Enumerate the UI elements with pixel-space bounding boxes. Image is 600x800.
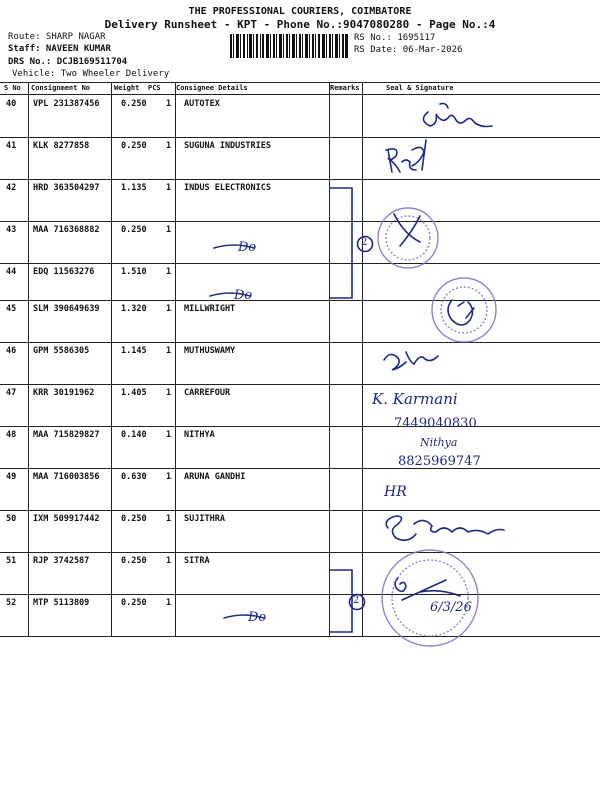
pcs: 1: [166, 304, 172, 314]
weight: 1.145: [121, 346, 147, 356]
consignment-no: EDQ 11563276: [33, 267, 95, 277]
pcs: 1: [166, 267, 172, 277]
col-consignee: Consignee Details: [176, 84, 248, 92]
weight: 1.320: [121, 304, 147, 314]
consignment-no: GPM 5586305: [33, 346, 90, 356]
rs-number: RS No.: 1695117: [354, 33, 436, 43]
signature-row-45: [448, 300, 474, 325]
weight: 0.140: [121, 430, 147, 440]
consignee: MUTHUSWAMY: [184, 346, 236, 356]
sno: 51: [6, 556, 17, 566]
consignee: SUGUNA INDUSTRIES: [184, 141, 271, 151]
pcs: 1: [166, 556, 172, 566]
pcs: 1: [166, 388, 172, 398]
col-remarks: Remarks: [330, 84, 360, 92]
consignee: CARREFOUR: [184, 388, 231, 398]
consignee: SUJITHRA: [184, 514, 225, 524]
sno: 41: [6, 141, 17, 151]
weight: 0.250: [121, 598, 147, 608]
consignment-no: VPL 231387456: [33, 99, 100, 109]
consignee: INDUS ELECTRONICS: [184, 183, 271, 193]
pcs: 1: [166, 225, 172, 235]
rs-date: RS Date: 06-Mar-2026: [354, 45, 463, 55]
stamp-row-51: [382, 550, 478, 646]
ditto-text-52: Do: [248, 610, 267, 625]
receiver-name-47: K. Karmani: [372, 390, 458, 408]
receiver-phone-48: 8825969747: [398, 454, 481, 469]
stamp-row-43: [378, 208, 438, 268]
signature-row-41: [386, 140, 426, 172]
col-weight: Weight: [114, 84, 140, 92]
bracket-51-52: [330, 570, 352, 632]
consignment-no: MTP 5113809: [33, 598, 90, 608]
weight: 1.510: [121, 267, 147, 277]
consignment-no: RJP 3742587: [33, 556, 90, 566]
signature-row-46: [384, 352, 438, 370]
stamp-date: 6/3/26: [430, 600, 472, 615]
consignment-no: IXM 509917442: [33, 514, 100, 524]
stamp-row-45: [432, 278, 496, 342]
sno: 50: [6, 514, 17, 524]
sno: 48: [6, 430, 17, 440]
sno: 46: [6, 346, 17, 356]
sno: 43: [6, 225, 17, 235]
drs-number: DRS No.: DCJB169511704: [8, 57, 128, 67]
col-sno: S No: [4, 84, 21, 92]
signature-row-51: [395, 578, 460, 600]
consignee: MILLWRIGHT: [184, 304, 236, 314]
pcs: 1: [166, 598, 172, 608]
pcs: 1: [166, 514, 172, 524]
vehicle: Vehicle: Two Wheeler Delivery: [12, 69, 170, 79]
sno: 47: [6, 388, 17, 398]
consignment-no: KLK 8277858: [33, 141, 90, 151]
pcs: 1: [166, 141, 172, 151]
pcs: 1: [166, 472, 172, 482]
consignee: SITRA: [184, 556, 210, 566]
col-pcs: PCS: [148, 84, 161, 92]
receiver-phone-47: 7449040830: [394, 416, 477, 431]
ditto-text-43: Do: [238, 240, 257, 255]
bracket-42-44: [330, 188, 352, 298]
receiver-name-48: Nithya: [420, 436, 458, 449]
weight: 0.250: [121, 225, 147, 235]
consignee: AUTOTEX: [184, 99, 220, 109]
sno: 40: [6, 99, 17, 109]
sno: 42: [6, 183, 17, 193]
consignee: NITHYA: [184, 430, 215, 440]
signature-row-40: [423, 112, 492, 127]
circled-2-a-text: 2: [361, 237, 368, 248]
staff: Staff: NAVEEN KUMAR: [8, 44, 111, 54]
col-consignment: Consignment No: [31, 84, 91, 92]
route: Route: SHARP NAGAR: [8, 32, 106, 42]
consignment-no: MAA 716003856: [33, 472, 100, 482]
consignment-no: SLM 390649639: [33, 304, 100, 314]
sno: 49: [6, 472, 17, 482]
pcs: 1: [166, 346, 172, 356]
weight: 0.250: [121, 556, 147, 566]
weight: 0.250: [121, 514, 147, 524]
weight: 0.250: [121, 141, 147, 151]
signature-row-50: [386, 516, 504, 540]
sno: 44: [6, 267, 17, 277]
consignment-no: HRD 363504297: [33, 183, 100, 193]
pcs: 1: [166, 430, 172, 440]
ditto-text-44: Do: [234, 288, 253, 303]
weight: 0.250: [121, 99, 147, 109]
sno: 45: [6, 304, 17, 314]
weight: 1.135: [121, 183, 147, 193]
sno: 52: [6, 598, 17, 608]
pcs: 1: [166, 183, 172, 193]
company-name: THE PROFESSIONAL COURIERS, COIMBATORE: [188, 6, 412, 17]
col-seal: Seal & Signature: [386, 84, 454, 92]
consignment-no: MAA 716368882: [33, 225, 100, 235]
consignee: ARUNA GANDHI: [184, 472, 246, 482]
note-row-49: HR: [384, 484, 407, 500]
weight: 0.630: [121, 472, 147, 482]
consignment-no: MAA 715829827: [33, 430, 100, 440]
runsheet-title: Delivery Runsheet - KPT - Phone No.:9047080280 - Page No.:4: [104, 18, 496, 31]
weight: 1.405: [121, 388, 147, 398]
consignment-no: KRR 30191962: [33, 388, 95, 398]
circled-2-b-text: 2: [353, 595, 360, 606]
pcs: 1: [166, 99, 172, 109]
